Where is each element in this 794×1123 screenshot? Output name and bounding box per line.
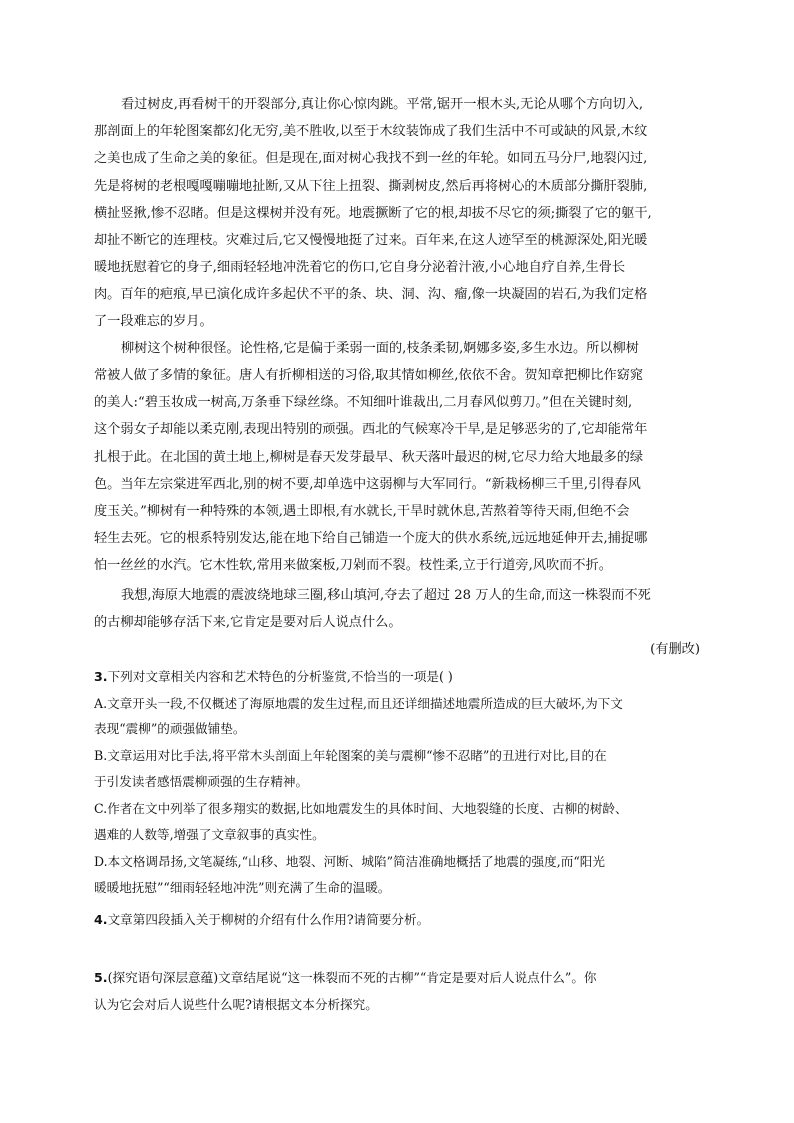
passage-line-3: 之美也成了生命之美的象征。但是现在,面对树心我找不到一丝的年轮。如同五马分尸,地裂闪过, (94, 151, 648, 166)
question-5-stem-line-2: 认为它会对后人说些什么呢?请根据文本分析探究。 (94, 997, 378, 1012)
passage-line-10: 柳树这个树种很怪。论性格,它是偏于柔弱一面的,枝条柔韧,婀娜多姿,多生水边。所以柳树 (121, 341, 639, 356)
question-3-stem (94, 668, 453, 686)
passage-line-1: 看过树皮,再看树干的开裂部分,真让你心惊肉跳。平常,锯开一根木头,无论从哪个方向切入, (121, 97, 644, 112)
question-3-text: 下列对文章相关内容和艺术特色的分析鉴赏,不恰当的一项是( ) (107, 669, 453, 684)
passage-line-15: 色。当年左宗棠进军西北,别的树不要,却单选中这弱柳与大军同行。“新栽杨柳三千里,引得春风 (94, 477, 641, 492)
question-3-option-b-line-2: 于引发读者感悟震柳顽强的生存精神。 (94, 774, 309, 789)
passage-line-8: 肉。百年的疤痕,早已演化成许多起伏不平的条、块、洞、沟、瘤,像一块凝固的岩石,为我们定格 (94, 287, 648, 302)
question-5-number: 5. (94, 970, 108, 985)
question-5-text: (探究语句深层意蕴)文章结尾说“这一株裂而不死的古柳”“肯定是要对后人说点什么”。你 (107, 970, 597, 985)
question-3-option-c-line-2: 遇难的人数等,增强了文章叙事的真实性。 (94, 827, 325, 842)
question-3-option-a-line-1: A.文章开头一段,不仅概述了海原地震的发生过程,而且还详细描述地震所造成的巨大破坏,为下文 (94, 696, 623, 711)
passage-line-12: 的美人:“碧玉妆成一树高,万条垂下绿丝绦。不知细叶谁裁出,二月春风似剪刀。”但在关键时刻, (94, 395, 633, 410)
passage-line-19: 我想,海原大地震的震波绕地球三圈,移山填河,夺去了超过 28 万人的生命,而这一株裂而不死 (121, 588, 651, 603)
passage-line-7: 暖地抚慰着它的身子,细雨轻轻地冲洗着它的伤口,它自身分泌着汁液,小心地自疗自养,生骨长 (94, 260, 626, 275)
question-3-option-a-line-2: 表现“震柳”的顽强做铺垫。 (94, 721, 246, 736)
question-3-option-d-line-1: D.本文格调昂扬,文笔凝练,“山移、地裂、河断、城陷”简洁准确地概括了地震的强度,而“阳光 (94, 854, 605, 869)
passage-line-2: 那剖面上的年轮图案都幻化无穷,美不胜收,以至于木纹装饰成了我们生活中不可或缺的风景,木纹 (94, 124, 648, 139)
passage-line-5: 横扯竖揪,惨不忍睹。但是这棵树并没有死。地震撅断了它的根,却拔不尽它的须;撕裂了它的躯干, (94, 206, 652, 221)
passage-line-4: 先是将树的老根嘎嘎嘣嘣地扯断,又从下往上扭裂、撕剥树皮,然后再将树心的木质部分撕肝裂肺, (94, 179, 648, 194)
passage-line-11: 常被人做了多情的象征。唐人有折柳相送的习俗,取其情如柳丝,依依不舍。贺知章把柳比作窈窕 (94, 368, 644, 383)
question-3-option-d-line-2: 暖暖地抚慰”“细雨轻轻地冲洗”则充满了生命的温暖。 (94, 880, 391, 895)
passage-line-13: 这个弱女子却能以柔克刚,表现出特别的顽强。西北的气候寒冷干旱,是足够恶劣的了,它却能常年 (94, 422, 648, 437)
question-4-number: 4. (94, 912, 108, 927)
question-3-number: 3. (94, 669, 108, 684)
passage-line-18: 怕一丝丝的水汽。它木性软,常用来做案板,刀剁而不裂。枝性柔,立于行道旁,风吹而不折。 (94, 558, 612, 573)
passage-line-14: 扎根于此。在北国的黄土地上,柳树是春天发芽最早、秋天落叶最迟的树,它尽力给大地最多的绿 (94, 450, 644, 465)
passage-line-6: 却扯不断它的连理枝。灾难过后,它又慢慢地挺了过来。百年来,在这人迹罕至的桃源深处,阳光暖 (94, 233, 648, 248)
passage-line-9: 了一段难忘的岁月。 (94, 314, 213, 329)
question-3-option-b-line-1: B.文章运用对比手法,将平常木头剖面上年轮图案的美与震柳“惨不忍睹”的丑进行对比,目的在 (94, 748, 607, 763)
question-4-text: 文章第四段插入关于柳树的介绍有什么作用?请简要分析。 (107, 912, 430, 927)
question-5-stem-line-1 (94, 969, 597, 987)
question-4-stem (94, 911, 429, 929)
passage-line-16: 度玉关。”柳树有一种特殊的本领,遇土即根,有水就长,干旱时就休息,苦熬着等待天雨,但绝不会 (94, 504, 630, 519)
passage-line-20: 的古柳却能够存活下来,它肯定是要对后人说点什么。 (94, 615, 402, 630)
question-3-option-c-line-1: C.作者在文中列举了很多翔实的数据,比如地震发生的具体时间、大地裂缝的长度、古柳的树龄、 (94, 801, 628, 816)
passage-line-17: 轻生去死。它的根系特别发达,能在地下给自己铺造一个庞大的供水系统,远远地延伸开去,捕捉哪 (94, 531, 648, 546)
source-note: (有删改) (650, 642, 700, 657)
